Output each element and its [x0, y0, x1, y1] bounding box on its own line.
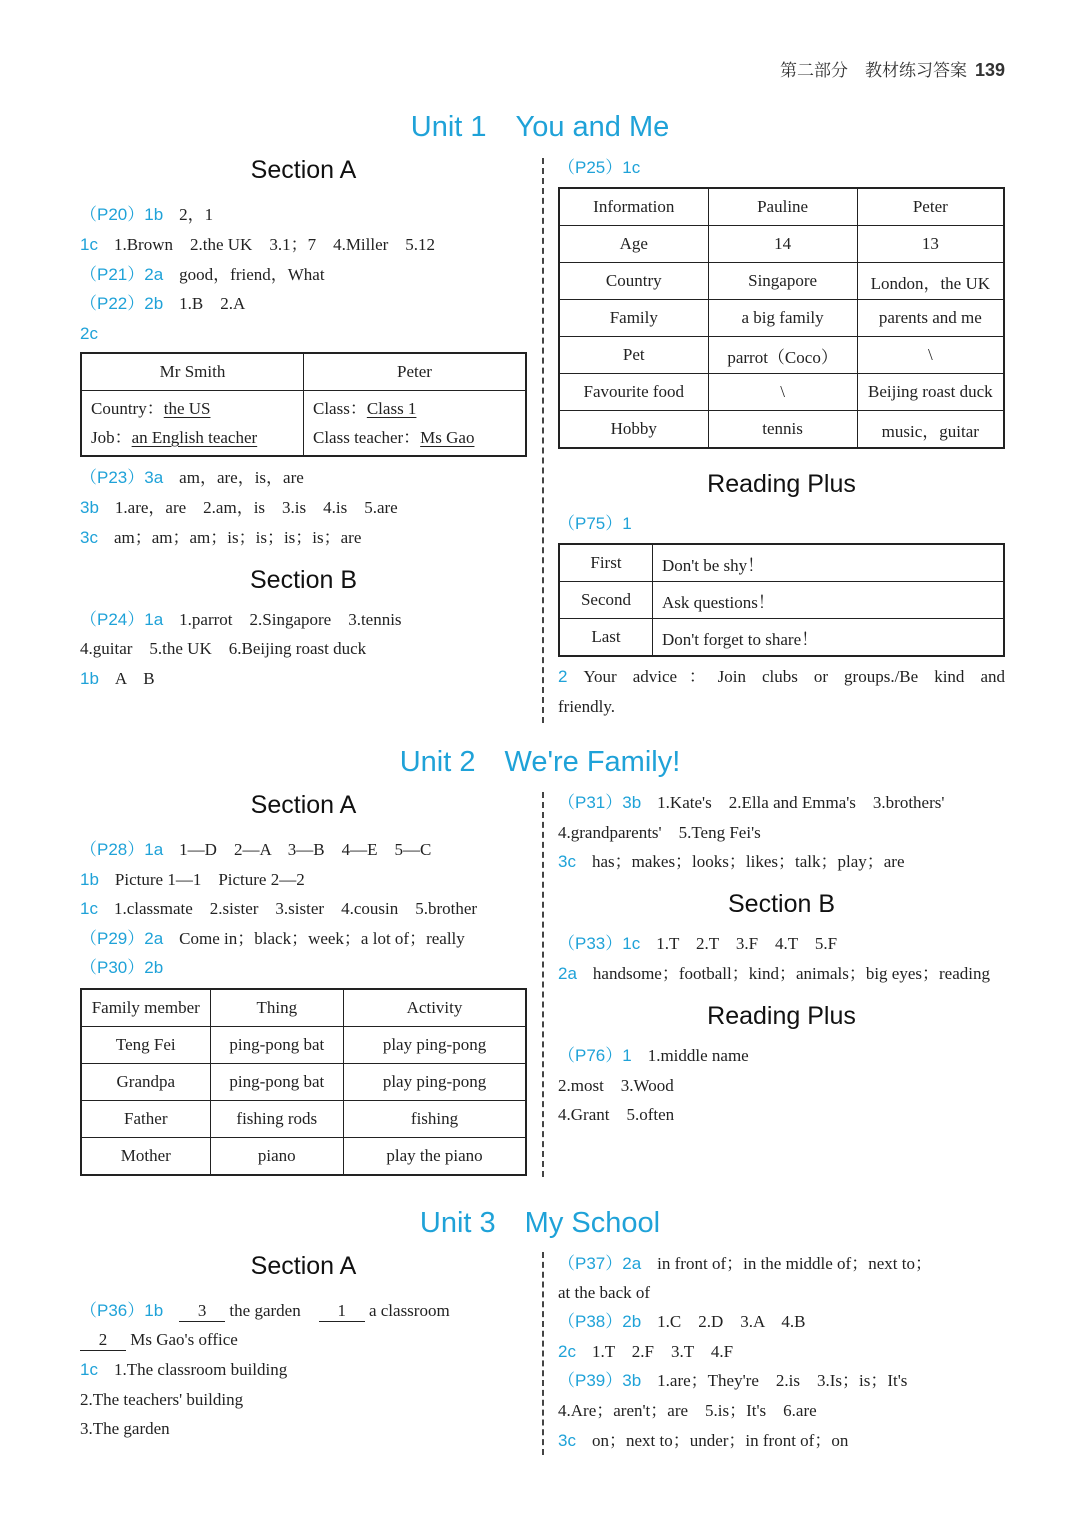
answer-tag: 2a — [558, 964, 577, 983]
answer-line — [558, 666, 1005, 688]
table-cell — [81, 391, 304, 457]
table-cell: ping-pong bat — [210, 1027, 344, 1064]
answer-text: 1.middle name — [647, 1046, 749, 1065]
answer-line — [80, 1359, 287, 1381]
table-cell: tennis — [708, 411, 857, 449]
table-row — [559, 188, 1004, 226]
answer-text: Your advice：Join clubs or groups./Be kind and — [583, 667, 1005, 686]
table-cell: Ask questions！ — [652, 582, 1004, 619]
table-cell: Beijing roast duck — [857, 374, 1004, 411]
answer-text: good，friend，What — [179, 265, 325, 284]
table-row — [81, 1064, 526, 1101]
answer-blank: 3 — [179, 1301, 225, 1322]
answer-tag: 2c — [558, 1342, 576, 1361]
answer-line — [80, 234, 435, 256]
answer-text: Picture 1—1 Picture 2—2 — [114, 870, 305, 889]
answer-text: in front of；in the middle of；next to； — [657, 1254, 932, 1273]
answer-tag: 3b — [80, 498, 99, 517]
answer-tag: （P28）1a — [80, 840, 164, 859]
table-1c — [558, 187, 1005, 449]
answer-line — [558, 1104, 674, 1126]
answer-line — [80, 467, 304, 489]
answer-line — [80, 1418, 170, 1440]
field-label: Class teacher： — [313, 428, 421, 447]
answer-line — [558, 822, 761, 844]
table-row — [559, 374, 1004, 411]
answer-text: 1.Brown 2.the UK 3.1；7 4.Miller 5.12 — [113, 235, 436, 254]
answer-text: has；makes；looks；likes；talk；play；are — [591, 852, 905, 871]
field-value: an English teacher — [131, 428, 258, 447]
table-cell: 14 — [708, 226, 857, 263]
answer-tag: （P20）1b — [80, 205, 164, 224]
answer-tag: 3c — [558, 852, 576, 871]
answer-text: 4.Are；aren't；are 5.is；It's 6.are — [558, 1401, 817, 1420]
column-divider — [542, 1252, 544, 1455]
answer-tag: 1c — [80, 235, 98, 254]
table-header-cell: Peter — [304, 353, 527, 391]
field-label: Class： — [313, 399, 367, 418]
column-divider — [542, 792, 544, 1177]
answer-text: A B — [114, 669, 155, 688]
answer-text: Ms Gao's office — [130, 1330, 238, 1349]
answer-line — [558, 1370, 907, 1392]
table-row — [81, 1101, 526, 1138]
answer-text: at the back of — [558, 1283, 651, 1302]
answer-line — [558, 1253, 932, 1275]
answer-line — [80, 898, 477, 920]
table-cell: ping-pong bat — [210, 1064, 344, 1101]
table-cell: Mother — [81, 1138, 210, 1176]
answer-text: 1.C 2.D 3.A 4.B — [657, 1312, 806, 1331]
answer-tag: 3c — [558, 1431, 576, 1450]
table-row — [559, 619, 1004, 657]
answer-tag: （P23）3a — [80, 468, 164, 487]
answer-text: 1.Kate's 2.Ella and Emma's 3.brothers' — [657, 793, 945, 812]
table-cell: Hobby — [559, 411, 708, 449]
answer-line — [80, 1300, 450, 1322]
table-row — [81, 353, 526, 391]
unit2-title: Unit 2 We're Family! — [399, 746, 681, 778]
answer-line — [80, 638, 366, 660]
answer-text: 2.most 3.Wood — [558, 1076, 674, 1095]
answer-tag: （P30）2b — [80, 958, 164, 977]
answer-line — [80, 527, 361, 549]
table-cell: Father — [81, 1101, 210, 1138]
table-row — [559, 582, 1004, 619]
answer-text: am，are，is，are — [179, 468, 304, 487]
unit2-reading-plus-heading: Reading Plus — [707, 1002, 856, 1030]
unit2-section-a-heading: Section A — [250, 791, 357, 819]
answer-line — [558, 933, 837, 955]
table-cell: play the piano — [344, 1138, 526, 1176]
table-cell: Age — [559, 226, 708, 263]
answer-line — [80, 609, 402, 631]
answer-blank: 2 — [80, 1330, 126, 1351]
table-header-cell: Mr Smith — [81, 353, 304, 391]
answer-text: the garden — [229, 1301, 301, 1320]
table-row — [81, 1027, 526, 1064]
field-label: Country： — [91, 399, 164, 418]
answer-tag: （P22）2b — [80, 294, 164, 313]
table-cell: play ping-pong — [344, 1064, 526, 1101]
table-row — [559, 300, 1004, 337]
answer-tag: 1c — [80, 1360, 98, 1379]
answer-tag: （P76）1 — [558, 1046, 632, 1065]
answer-line — [558, 1341, 733, 1363]
answer-line — [558, 1430, 848, 1452]
table-header-cell: Family member — [81, 989, 210, 1027]
field-value: Class 1 — [366, 399, 417, 418]
answer-line — [80, 957, 179, 979]
answer-tag: 1c — [80, 899, 98, 918]
unit3-section-a-heading: Section A — [250, 1252, 357, 1280]
answer-line — [558, 1045, 749, 1067]
answer-tag: （P36）1b — [80, 1301, 164, 1320]
answer-text: am；am；am；is；is；is；is；are — [113, 528, 362, 547]
header-text: 第二部分 教材练习答案 — [779, 61, 967, 81]
answer-text: 1.classmate 2.sister 3.sister 4.cousin 5.brother — [113, 899, 478, 918]
answer-line — [558, 963, 990, 985]
table-cell: Don't be shy！ — [652, 544, 1004, 582]
column-divider — [542, 158, 544, 723]
answer-line — [80, 839, 431, 861]
answer-tag: （P29）2a — [80, 929, 164, 948]
answer-line — [558, 696, 615, 718]
answer-tag: （P24）1a — [80, 610, 164, 629]
table-cell: music，guitar — [857, 411, 1004, 449]
table-header-cell: Peter — [857, 188, 1004, 226]
answer-line — [80, 293, 245, 315]
answer-line — [80, 1329, 238, 1351]
answer-tag: 1b — [80, 669, 99, 688]
answer-line — [558, 792, 944, 814]
answer-line — [80, 264, 325, 286]
answer-line — [558, 157, 656, 179]
table-cell: fishing — [344, 1101, 526, 1138]
table-cell: Grandpa — [81, 1064, 210, 1101]
table-cell: \ — [708, 374, 857, 411]
answer-text: a classroom — [368, 1301, 450, 1320]
answer-blank: 1 — [319, 1301, 365, 1322]
answer-tag: 2 — [558, 667, 568, 686]
answer-tag: 3c — [80, 528, 98, 547]
answer-text: handsome；football；kind；animals；big eyes；reading — [592, 964, 990, 983]
answer-line — [80, 928, 465, 950]
page-number: 139 — [974, 60, 1005, 80]
answer-text: 4.guitar 5.the UK 6.Beijing roast duck — [80, 639, 367, 658]
answer-text: 1.T 2.T 3.F 4.T 5.F — [656, 934, 838, 953]
table-row — [559, 226, 1004, 263]
answer-text: 1.are；They're 2.is 3.Is；is；It's — [657, 1371, 908, 1390]
table-cell: 13 — [857, 226, 1004, 263]
answer-text: 4.Grant 5.often — [558, 1105, 675, 1124]
answer-line — [558, 1400, 817, 1422]
answer-text: 2，1 — [179, 205, 214, 224]
table-cell: a big family — [708, 300, 857, 337]
unit1-title: Unit 1 You and Me — [410, 111, 670, 143]
table-row — [81, 1138, 526, 1176]
answer-tag: （P37）2a — [558, 1254, 642, 1273]
unit1-section-a-heading: Section A — [250, 156, 357, 184]
answer-tag: （P33）1c — [558, 934, 641, 953]
table-cell — [304, 391, 527, 457]
table-header-cell: Information — [559, 188, 708, 226]
table-cell: parents and me — [857, 300, 1004, 337]
table-cell: London，the UK — [857, 263, 1004, 300]
answer-text: 1—D 2—A 3—B 4—E 5—C — [179, 840, 432, 859]
answer-tag: （P25）1c — [558, 158, 641, 177]
table-cell: Favourite food — [559, 374, 708, 411]
answer-line — [558, 1282, 650, 1304]
answer-text: friendly. — [558, 697, 615, 716]
answer-tag: （P21）2a — [80, 265, 164, 284]
table-header-cell: Thing — [210, 989, 344, 1027]
answer-text: 3.The garden — [80, 1419, 170, 1438]
table-row — [559, 263, 1004, 300]
answer-line — [80, 323, 114, 345]
answer-tag: 2c — [80, 324, 98, 343]
answer-tag: 1b — [80, 870, 99, 889]
table-cell: Country — [559, 263, 708, 300]
field-value: the US — [163, 399, 211, 418]
table-cell: Second — [559, 582, 652, 619]
table-cell: Teng Fei — [81, 1027, 210, 1064]
answer-text: 2.The teachers' building — [80, 1390, 244, 1409]
answer-tag: （P75）1 — [558, 514, 632, 533]
answer-tag: （P31）3b — [558, 793, 642, 812]
page-header — [780, 56, 1005, 81]
answer-line — [558, 513, 648, 535]
table-cell: play ping-pong — [344, 1027, 526, 1064]
answer-line — [80, 1389, 243, 1411]
answer-line — [558, 1075, 674, 1097]
answer-text: 1.are，are 2.am，is 3.is 4.is 5.are — [114, 498, 398, 517]
table-row — [559, 411, 1004, 449]
table-header-cell: Pauline — [708, 188, 857, 226]
answer-line — [80, 668, 155, 690]
unit2-section-b-heading: Section B — [727, 890, 835, 918]
table-cell: Family — [559, 300, 708, 337]
answer-line — [80, 204, 213, 226]
answer-text: 1.B 2.A — [179, 294, 246, 313]
table-reading-plus — [558, 543, 1005, 657]
unit3-title: Unit 3 My School — [419, 1207, 661, 1239]
answer-line — [80, 497, 398, 519]
table-row — [559, 337, 1004, 374]
field-label: Job： — [91, 428, 132, 447]
table-cell: Don't forget to share！ — [652, 619, 1004, 657]
answer-line — [558, 851, 905, 873]
table-row — [81, 989, 526, 1027]
answer-tag: （P39）3b — [558, 1371, 642, 1390]
unit1-reading-plus-heading: Reading Plus — [707, 470, 856, 498]
table-cell: piano — [210, 1138, 344, 1176]
table-cell: parrot（Coco） — [708, 337, 857, 374]
answer-text: 1.T 2.F 3.T 4.F — [591, 1342, 734, 1361]
table-2b — [80, 988, 527, 1176]
answer-line — [558, 1311, 805, 1333]
unit1-section-b-heading: Section B — [249, 566, 357, 594]
table-cell: Pet — [559, 337, 708, 374]
answer-tag: （P38）2b — [558, 1312, 642, 1331]
answer-text: 4.grandparents' 5.Teng Fei's — [558, 823, 761, 842]
table-row — [559, 544, 1004, 582]
table-2c — [80, 352, 527, 457]
table-cell: Singapore — [708, 263, 857, 300]
table-cell: First — [559, 544, 652, 582]
table-cell: fishing rods — [210, 1101, 344, 1138]
answer-text: Come in；black；week；a lot of；really — [179, 929, 465, 948]
table-cell: \ — [857, 337, 1004, 374]
answer-text: 1.parrot 2.Singapore 3.tennis — [179, 610, 402, 629]
answer-line — [80, 869, 305, 891]
answer-text: on；next to；under；in front of；on — [591, 1431, 849, 1450]
table-row — [81, 391, 526, 457]
field-value: Ms Gao — [420, 428, 475, 447]
table-cell: Last — [559, 619, 652, 657]
answer-text: 1.The classroom building — [113, 1360, 288, 1379]
table-header-cell: Activity — [344, 989, 526, 1027]
